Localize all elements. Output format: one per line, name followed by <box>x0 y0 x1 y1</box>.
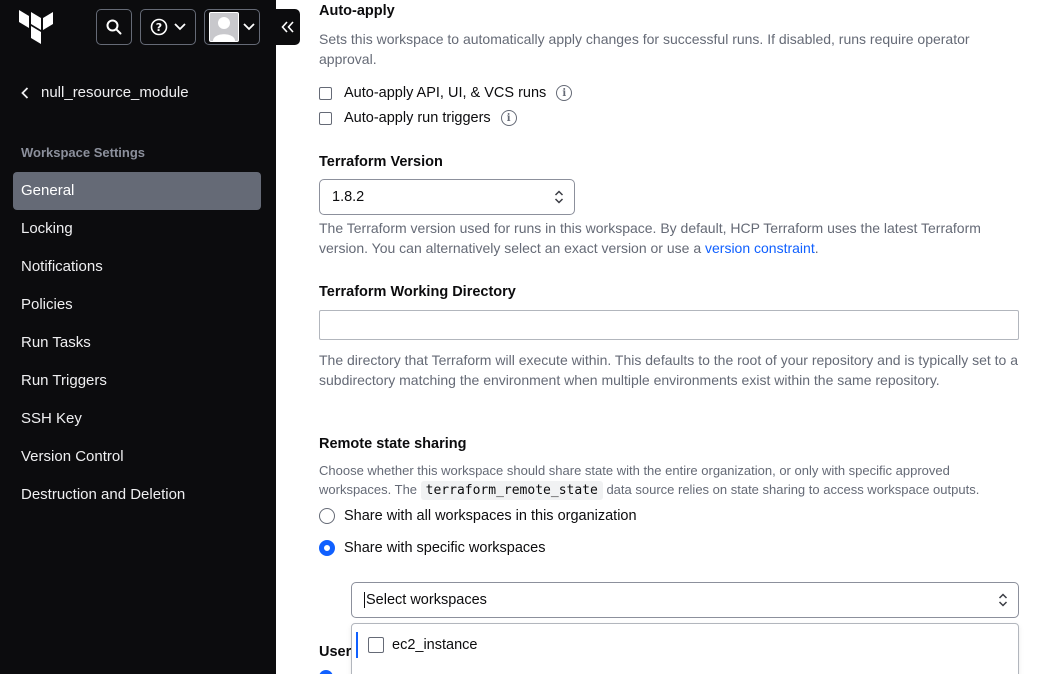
back-link-label: null_resource_module <box>41 84 189 101</box>
collapse-sidebar-icon <box>281 21 295 33</box>
share-all-option[interactable] <box>319 508 637 524</box>
sidebar-item-run-triggers[interactable]: Run Triggers <box>21 372 107 389</box>
terraform-version-description-end: . <box>814 240 819 256</box>
sidebar-item-destruction-and-deletion[interactable]: Destruction and Deletion <box>21 486 186 503</box>
auto-apply-triggers-label[interactable]: Auto-apply run triggers <box>344 110 491 126</box>
select-arrows-icon <box>998 593 1008 607</box>
next-section-radio[interactable] <box>319 670 333 674</box>
workspaces-select-placeholder: Select workspaces <box>366 592 487 608</box>
sidebar-item-notifications[interactable]: Notifications <box>21 258 103 275</box>
help-menu-button[interactable] <box>140 9 196 45</box>
collapse-sidebar-button[interactable] <box>276 9 300 45</box>
sidebar-item-policies[interactable]: Policies <box>21 296 73 313</box>
search-button[interactable] <box>96 9 132 45</box>
terraform-version-description <box>319 218 1019 258</box>
remote-state-description-end: data source relies on state sharing to access workspace outputs. <box>602 482 980 497</box>
terraform-version-value: 1.8.2 <box>332 189 365 205</box>
version-constraint-link[interactable]: version constraint <box>705 240 815 256</box>
sidebar-item-ssh-key[interactable]: SSH Key <box>21 410 82 427</box>
auto-apply-vcs-checkbox[interactable] <box>319 87 332 100</box>
working-directory-description: The directory that Terraform will execute within. This defaults to the root of your repository and is typically set to a subdirectory matching the environment when multiple environments exist within the same repository. <box>319 352 1019 388</box>
share-all-label[interactable]: Share with all workspaces in this organization <box>344 508 637 524</box>
auto-apply-vcs-option <box>319 85 572 101</box>
back-link[interactable] <box>21 84 189 101</box>
share-specific-radio[interactable] <box>319 540 335 556</box>
terraform-version-select[interactable] <box>319 179 575 215</box>
workspace-option-ec2-instance[interactable] <box>356 632 477 658</box>
share-specific-label[interactable]: Share with specific workspaces <box>344 540 546 556</box>
info-icon[interactable]: i <box>501 110 517 126</box>
chevron-down-icon <box>243 23 255 31</box>
sidebar <box>0 0 276 674</box>
auto-apply-heading: Auto-apply <box>319 3 395 19</box>
sidebar-item-version-control[interactable]: Version Control <box>21 448 124 465</box>
remote-state-code: terraform_remote_state <box>421 481 603 500</box>
remote-state-heading: Remote state sharing <box>319 436 467 452</box>
chevron-left-icon <box>21 87 29 99</box>
svg-text:?: ? <box>155 21 163 34</box>
select-arrows-icon <box>554 190 564 204</box>
chevron-down-icon <box>174 23 186 31</box>
auto-apply-vcs-label[interactable]: Auto-apply API, UI, & VCS runs <box>344 85 547 101</box>
auto-apply-triggers-checkbox[interactable] <box>319 112 332 125</box>
sidebar-item-run-tasks[interactable]: Run Tasks <box>21 334 91 351</box>
working-directory-input[interactable] <box>319 310 1019 340</box>
workspace-option-label[interactable]: ec2_instance <box>392 637 478 653</box>
workspaces-select[interactable] <box>351 582 1019 618</box>
info-icon[interactable]: i <box>556 85 572 101</box>
auto-apply-triggers-option <box>319 110 517 126</box>
user-avatar-icon <box>209 12 239 42</box>
sidebar-item-locking[interactable]: Locking <box>21 220 73 237</box>
terraform-version-description-text: The Terraform version used for runs in this workspace. By default, HCP Terraform uses the latest Terraform version. You can alternatively select an exact version or use a <box>319 220 981 256</box>
help-icon <box>150 18 168 36</box>
remote-state-description-text: Choose whether this workspace should share state with the entire organization, or only with specific approved workspaces. The <box>319 463 950 497</box>
sidebar-item-general[interactable]: General <box>13 172 261 210</box>
terraform-version-heading: Terraform Version <box>319 154 443 170</box>
user-menu-button[interactable] <box>204 9 260 45</box>
sidebar-section-label: Workspace Settings <box>21 145 146 160</box>
auto-apply-description: Sets this workspace to automatically apply changes for successful runs. If disabled, runs require operator approval. <box>319 31 970 67</box>
working-directory-heading: Terraform Working Directory <box>319 284 516 300</box>
next-section-heading: User <box>319 644 352 660</box>
search-icon <box>106 19 122 35</box>
workspaces-dropdown <box>351 623 1019 674</box>
share-specific-option[interactable] <box>319 540 545 556</box>
sidebar-nav <box>13 172 261 514</box>
remote-state-description <box>319 461 1019 500</box>
share-all-radio[interactable] <box>319 508 335 524</box>
terraform-logo-icon[interactable] <box>18 10 56 46</box>
workspace-option-checkbox[interactable] <box>368 637 384 653</box>
